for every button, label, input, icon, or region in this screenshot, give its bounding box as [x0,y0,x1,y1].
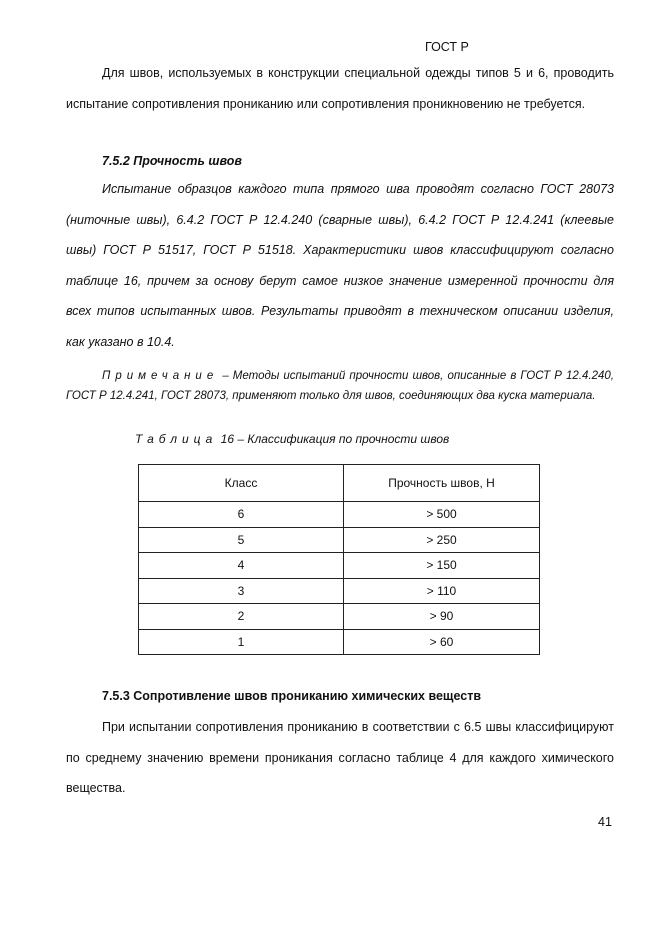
strength-cell: > 150 [344,553,540,579]
table-row [139,629,540,655]
class-cell: 6 [139,502,344,528]
table-caption [135,432,449,446]
strength-cell: > 60 [344,629,540,655]
table-row [139,578,540,604]
class-cell: 5 [139,527,344,553]
strength-cell: > 250 [344,527,540,553]
class-cell: 3 [139,578,344,604]
column-header-class: Класс [139,465,344,502]
strength-cell: > 110 [344,578,540,604]
class-cell: 1 [139,629,344,655]
section-heading-7-5-3: 7.5.3 Сопротивление швов проникaнию химических веществ [102,689,482,703]
class-cell: 4 [139,553,344,579]
note-paragraph [66,366,614,406]
section-heading-7-5-2: 7.5.2 Прочность швов [102,154,242,168]
table-row [139,502,540,528]
table-row [139,604,540,630]
table-row [139,527,540,553]
note-text: – Методы испытаний прочности швов, описанные в ГОСТ Р 12.4.240, ГОСТ Р 12.4.241, ГОСТ 28073, применяют только для швов, соединяющих два куска материала. [66,370,614,402]
table-caption-text: 16 – Классификация по прочности швов [217,432,450,446]
section-7-5-3-paragraph: При испытании сопротивления проникaнию в соответствии с 6.5 швы классифицируют по среднему значению времени проникания согласно таблице 4 для каждого химического вещества. [66,720,614,795]
column-header-strength: Прочность швов, Н [344,465,540,502]
strength-cell: > 90 [344,604,540,630]
note-label: Примечание [102,370,219,382]
class-cell: 2 [139,604,344,630]
standard-code-header: ГОСТ Р [425,40,469,54]
section-7-5-2-paragraph: Испытание образцов каждого типа прямого шва проводят согласно ГОСТ 28073 (ниточные швы), 6.4.2 ГОСТ Р 12.4.240 (сварные швы), 6.4.2 ГОСТ Р 12.4.241 (клеевые швы) ГОСТ Р 51517, ГОСТ Р 51518. Характеристики швов классифицируют согласно таблице 16, причем за основу берут самое низкое значение измеренной прочности для всех типов испытанных швов. Результаты приводят в техническом описании изделия, как указано в 10.4. [66,182,614,349]
page-number: 41 [598,815,612,829]
seam-strength-table [138,464,540,655]
table-header-row [139,465,540,502]
strength-cell: > 500 [344,502,540,528]
table-caption-label: Таблица [135,432,218,446]
intro-paragraph: Для швов, используемых в конструкции специальной одежды типов 5 и 6, проводить испытание сопротивления проникaнию или сопротивления проникновению не требуется. [66,66,614,111]
table-row [139,553,540,579]
